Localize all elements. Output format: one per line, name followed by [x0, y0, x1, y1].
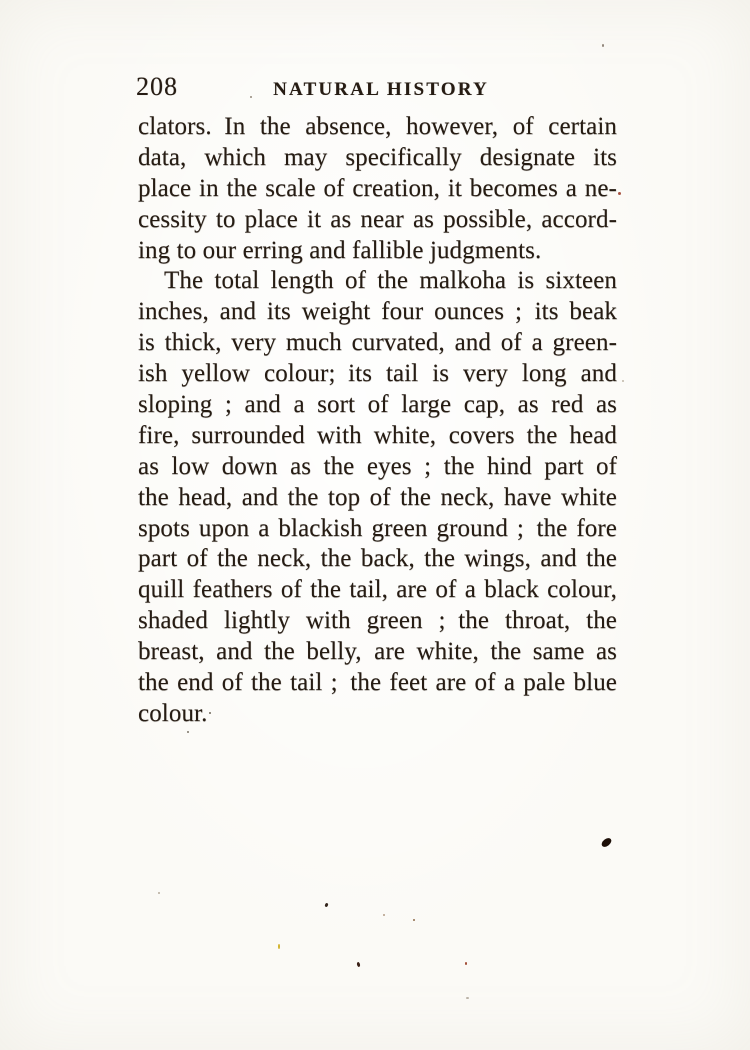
text-line: as low down as the eyes ; the hind part of [138, 452, 617, 480]
text-line: fire, surrounded with white, covers the head [138, 421, 617, 449]
text-line: ish yellow colour; its tail is very long and [138, 360, 617, 388]
ink-blot [600, 836, 613, 848]
text-line: the head, and the top of the neck, have white [138, 483, 617, 511]
text-line: clators. In the absence, however, of certain [138, 113, 617, 140]
speck [324, 903, 328, 908]
text-line: part of the neck, the back, the wings, and the [138, 545, 617, 573]
speck [465, 962, 467, 965]
speck [618, 192, 621, 195]
speck [278, 944, 280, 949]
text-line: colour. [138, 699, 208, 727]
running-title: NATURAL HISTORY [273, 79, 489, 100]
text-line: ing to our erring and fallible judgments. [138, 236, 542, 264]
paragraph [138, 266, 617, 729]
text-line: inches, and its weight four ounces ; its beak [138, 298, 617, 326]
text-line: place in the scale of creation, it becomes a ne- [138, 174, 617, 202]
speck [622, 380, 624, 382]
text-line: spots upon a blackish green ground ; the fore [138, 514, 617, 542]
page-number: 208 [136, 72, 178, 101]
text-line: quill feathers of the tail, are of a black colour, [138, 576, 617, 604]
speck [466, 997, 469, 999]
text-line: shaded lightly with green ; the throat, the [138, 607, 617, 635]
text-line: breast, and the belly, are white, the same as [138, 638, 617, 666]
text-line: the end of the tail ; the feet are of a pale blue [138, 669, 617, 697]
text-line: cessity to place it as near as possible, accord- [138, 205, 617, 233]
text-line: data, which may specifically designate its [138, 143, 617, 171]
speck [383, 914, 385, 916]
speck [413, 919, 415, 921]
speck [356, 962, 360, 968]
text-line: is thick, very much curvated, and of a green- [138, 329, 617, 357]
text-block [138, 112, 617, 730]
text-line: sloping ; and a sort of large cap, as red as [138, 391, 617, 419]
speck [187, 731, 189, 733]
text-line: The total length of the malkoha is sixteen [164, 267, 617, 295]
page-header [0, 0, 750, 110]
speck [158, 892, 160, 894]
paragraph [138, 112, 617, 266]
